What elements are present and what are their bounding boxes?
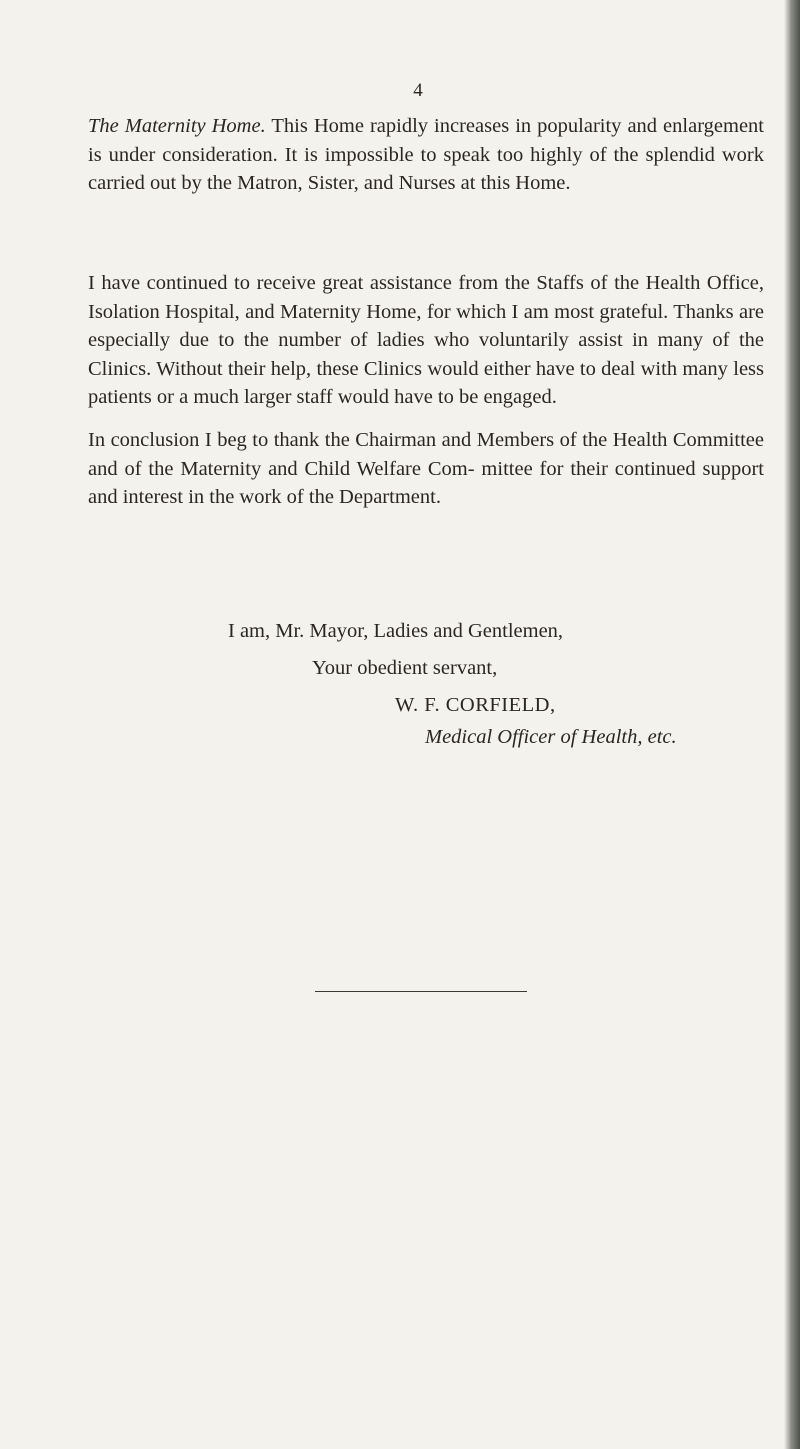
horizontal-rule	[315, 991, 527, 992]
paragraph-text: In conclusion I beg to thank the Chairman and Members of the Health Committee and of the Maternity and Child Welfare Com- mittee for their continued support and interest in the work of the Department.	[88, 429, 764, 509]
closing-valediction: Your obedient servant,	[312, 657, 498, 679]
paragraph-text: This Home rapidly increases in popularity and enlargement is under consideration. It is impossible to speak too highly of the splendid work carried out by the Matron, Sister, and Nurses at this Home.	[88, 115, 764, 195]
signature-title: Medical Officer of Health, etc.	[425, 726, 677, 748]
paragraph-heading: The Maternity Home.	[88, 115, 266, 137]
closing-salutation: I am, Mr. Mayor, Ladies and Gentlemen,	[228, 620, 564, 642]
paragraph-text: I have continued to receive great assistance from the Staffs of the Health Office, Isolation Hospital, and Maternity Home, for which I am most grateful. Thanks are especially due to the number of ladies who voluntarily assist in many of the Clinics. Without their help, these Clinics would either have to deal with many less patients or a much larger staff would have to be engaged.	[88, 272, 764, 409]
paragraph-assistance	[88, 269, 764, 412]
paragraph-conclusion	[88, 426, 764, 512]
page-number: 4	[413, 80, 423, 101]
paragraph-maternity-home	[88, 112, 764, 198]
signature-name: W. F. CORFIELD,	[395, 694, 556, 716]
page-edge-shadow	[784, 0, 800, 1449]
